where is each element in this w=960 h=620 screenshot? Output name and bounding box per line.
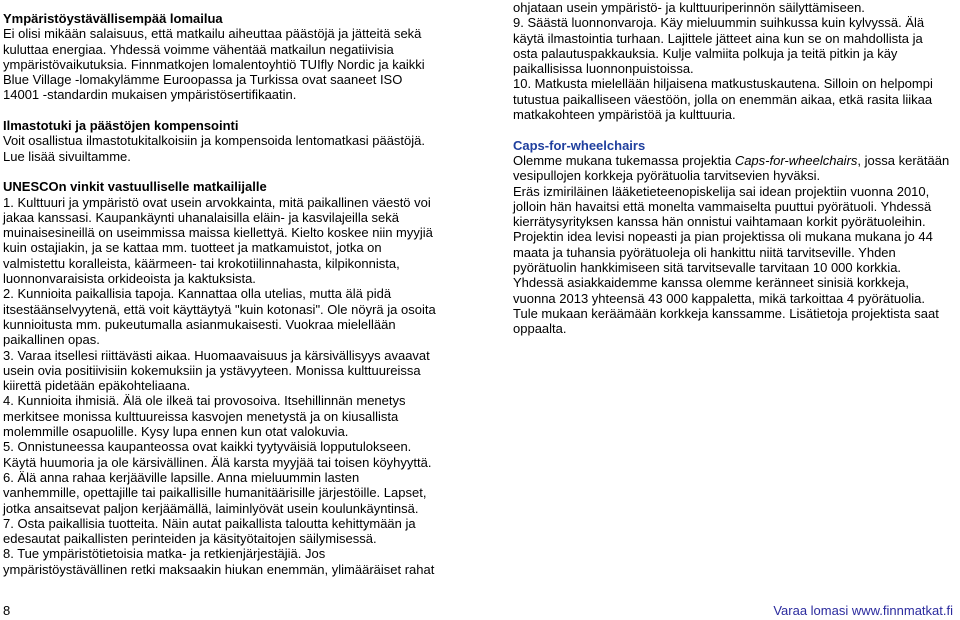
- body-line: muinaisesineillä on useimmissa maissa kiellettyä. Kielto koskee niin myyjiä: [3, 225, 433, 241]
- body-line: molemmille osapuolille. Kysy lupa ennen kun otat valokuvia.: [3, 424, 349, 440]
- body-line: Tule mukaan keräämään korkkeja kanssamme. Lisätietoja projektista saat: [513, 305, 939, 321]
- right-block2-lines: [513, 168, 953, 336]
- body-line: ohjataan usein ympäristö- ja kulttuuriperinnön säilyttämiseen.: [513, 0, 865, 15]
- body-line: vanhemmille, opettajille tai paikallisille humanitäärisille järjestöille. Lapset,: [3, 485, 427, 501]
- body-line: Yhdessä asiakkaidemme kanssa olemme keränneet sinisiä korkkeja,: [513, 275, 909, 291]
- body-line: 14001 -standardin mukaisen ympäristösertifikaatin.: [3, 87, 297, 103]
- block3-lines: [3, 195, 443, 577]
- section-climate: [3, 118, 443, 164]
- section-heading: Caps-for-wheelchairs: [513, 137, 646, 153]
- section-unesco-continued: [513, 0, 953, 122]
- body-line: [513, 153, 953, 168]
- body-line: 7. Osta paikallisia tuotteita. Näin autat paikallista taloutta kehittymään ja: [3, 515, 416, 531]
- body-line: tutustua paikalliseen väestöön, jolla on enemmän aikaa, etkä rasita liikaa: [513, 91, 933, 107]
- body-line: jolloin hän havaitsi että monelta vammaiselta puuttui pyörätuoli. Yhdessä: [513, 198, 932, 214]
- body-line: Ei olisi mikään salaisuus, että matkailu aiheuttaa päästöjä ja jätteitä sekä: [3, 26, 422, 42]
- body-line: 9. Säästä luonnonvaroja. Käy mieluummin suihkussa kuin kylvyssä. Älä: [513, 15, 925, 31]
- caps-project-name: Caps-for-wheelchairs: [734, 152, 858, 168]
- body-line: vesipullojen korkkeja pyörätuolia tarvitsevien hyväksi.: [513, 168, 821, 184]
- footer-link[interactable]: Varaa lomasi www.finnmatkat.fi: [773, 603, 953, 618]
- body-line: osta palautuspakkauksia. Kulje valmiita polkuja ja teitä pitkin ja käy: [513, 45, 898, 61]
- body-line: kuin ostajiakin, ja se kattaa mm. tuotteet ja matkamuistot, jotka on: [3, 240, 382, 256]
- section-unesco: [3, 179, 443, 577]
- body-line: jotka ansaitsevat paljon kerjäämällä, laiminlyövät usein koulunkäyntinsä.: [3, 500, 419, 516]
- section-heading: UNESCOn vinkit vastuulliselle matkailijalle: [3, 179, 267, 195]
- section-caps: [513, 138, 953, 337]
- body-line: 10. Matkusta mielellään hiljaisena matkustuskautena. Silloin on helpompi: [513, 76, 933, 92]
- block2-lines: [3, 133, 443, 164]
- body-line: 6. Älä anna rahaa kerjääville lapsille. Anna mieluummin lasten: [3, 469, 360, 485]
- body-line: ympäristövaikutuksia. Finnmatkojen lomalentoyhtiö TUIfly Nordic ja kaikki: [3, 56, 425, 72]
- body-line: paikallisissa luonnonpuistoissa.: [513, 61, 694, 77]
- right-column: [513, 0, 953, 337]
- body-line: luonnonvaraisista orkideoista ja kaktuksista.: [3, 271, 256, 287]
- page-number: 8: [3, 603, 11, 618]
- body-line: Eräs izmiriläinen lääketieteenopiskelija sai idean projektiin vuonna 2010,: [513, 183, 930, 199]
- section-heading: Ilmastotuki ja päästöjen kompensointi: [3, 118, 239, 134]
- body-line: Lue lisää sivuiltamme.: [3, 148, 131, 164]
- body-line: oppaalta.: [513, 321, 567, 337]
- body-line: 8. Tue ympäristötietoisia matka- ja retkienjärjestäjiä. Jos: [3, 546, 326, 562]
- body-line: valmistettu koralleista, käärmeen- tai krokotiilinnahasta, kilpikonnista,: [3, 255, 400, 271]
- left-column: [3, 0, 443, 577]
- body-line: maata ja tuhansia pyörätuoleja oli hankittu niitä tarvitseville. Yhden: [513, 244, 896, 260]
- body-line: ympäristöystävällinen retki maksaakin hiukan enemmän, ylimääräiset rahat: [3, 561, 435, 577]
- body-line: edesautat paikallisten perinteiden ja käsityötaitojen säilymisessä.: [3, 531, 377, 547]
- body-line: 1. Kulttuuri ja ympäristö ovat usein arvokkainta, mitä paikallinen väestö voi: [3, 194, 431, 210]
- body-line: kiirettä pidetään epäkohteliaana.: [3, 378, 191, 394]
- body-line: 4. Kunnioita ihmisiä. Älä ole ilkeä tai provosoiva. Itsehillinnän menetys: [3, 393, 406, 409]
- section-heading: Ympäristöystävällisempää lomailua: [3, 11, 223, 26]
- body-line: jakaa kanssasi. Kaupankäynti uhanalaisilla eläin- ja kasvilajeilla sekä: [3, 209, 400, 225]
- body-line: matkakohteen ympäristöä ja kulttuuria.: [513, 107, 736, 123]
- body-line: Käytä huumoria ja ole kärsivällinen. Älä karsta myyjää tai toisen köyhyyttä.: [3, 454, 432, 470]
- block1-lines: [3, 26, 443, 102]
- body-line: kierrätysyrityksen kanssa hän onnistui vaihtamaan korkit pyörätuoleihin.: [513, 214, 926, 230]
- body-line: pyörätuolin hankkimiseen sitä tarvitsevalle tarvitaan 10 000 korkkia.: [513, 260, 902, 276]
- body-line: merkitsee monissa kulttuureissa kasvojen menetystä ja on kiusallista: [3, 408, 399, 424]
- right-block1-lines: [513, 0, 953, 122]
- body-line: käytä ilmastointia turhaan. Lajittele jätteet aina kun se on mahdollista ja: [513, 30, 923, 46]
- body-line: 5. Onnistuneessa kaupanteossa ovat kaikki tyytyväisiä lopputulokseen.: [3, 439, 412, 455]
- body-line: paikallinen opas.: [3, 332, 100, 348]
- body-line: kunnioitusta mm. pukeutumalla asianmukaisesti. Vuokraa mielellään: [3, 316, 396, 332]
- body-line: Projektin idea levisi nopeasti ja pian projektissa oli mukana mukana jo 44: [513, 229, 933, 245]
- body-line: vuonna 2013 yhteensä 43 000 kappaletta, mikä tarkoittaa 4 pyörätuolia.: [513, 290, 925, 306]
- body-line: usein ovia positiivisiin kokemuksiin ja ystävyyteen. Monissa kulttuureissa: [3, 362, 421, 378]
- body-line: Voit osallistua ilmastotukitalkoisiin ja kompensoida lentomatkasi päästöjä.: [3, 133, 425, 149]
- caps-line-end: , jossa kerätään: [857, 152, 950, 168]
- section-environment: [3, 0, 443, 103]
- body-line: itsestäänselvyytenä, että voit käyttäytyä "kuin kotonasi". Ole nöyrä ja osoita: [3, 301, 436, 317]
- body-line: 3. Varaa itsellesi riittävästi aikaa. Huomaavaisuus ja kärsivällisyys avaavat: [3, 347, 430, 363]
- caps-line-start: Olemme mukana tukemassa projektia: [513, 152, 735, 168]
- body-line: kuluttaa energiaa. Yhdessä voimme vähentää matkailun negatiivisia: [3, 41, 394, 57]
- body-line: Blue Village -lomakylämme Euroopassa ja Turkissa ovat saaneet ISO: [3, 72, 403, 88]
- body-line: 2. Kunnioita paikallisia tapoja. Kannattaa olla utelias, mutta älä pidä: [3, 286, 392, 302]
